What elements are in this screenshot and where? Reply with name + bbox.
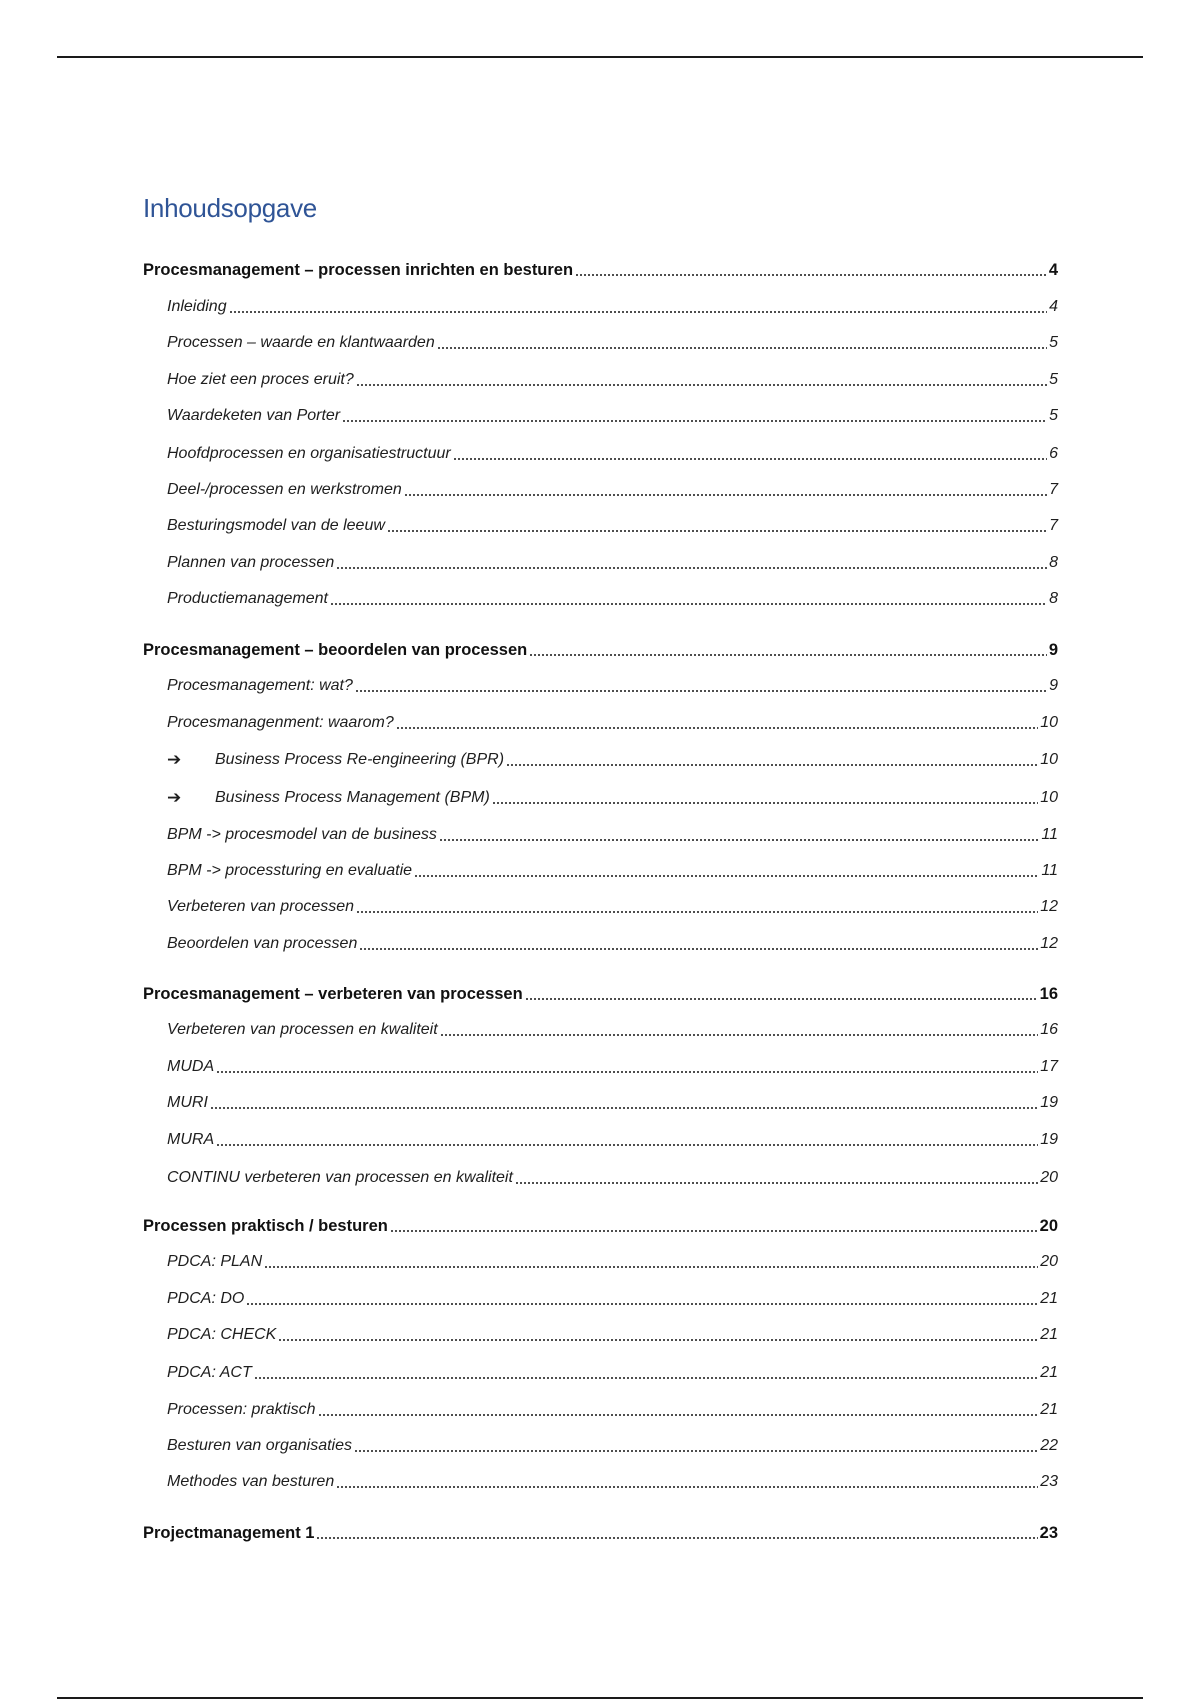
toc-entry-label: Besturingsmodel van de leeuw bbox=[167, 517, 385, 534]
toc-entry-page-number: 11 bbox=[1041, 826, 1058, 843]
toc-entry[interactable] bbox=[0, 857, 1200, 881]
toc-entry-label: PDCA: ACT bbox=[167, 1364, 252, 1381]
dot-leader bbox=[342, 420, 1047, 422]
dot-leader bbox=[229, 311, 1047, 313]
toc-entry-label: PDCA: PLAN bbox=[167, 1253, 263, 1270]
toc-entry-label: Projectmanagement 1 bbox=[143, 1524, 315, 1542]
toc-entry-page-number: 5 bbox=[1049, 371, 1058, 388]
toc-entry[interactable] bbox=[0, 293, 1200, 317]
toc-entry[interactable] bbox=[0, 784, 1200, 808]
toc-entry-label: MURA bbox=[167, 1131, 215, 1148]
arrow-right-icon: ➔ bbox=[167, 750, 182, 769]
toc-entry-page-number: 21 bbox=[1040, 1401, 1058, 1418]
toc-entry[interactable] bbox=[0, 930, 1200, 954]
dot-leader bbox=[575, 274, 1047, 276]
dot-leader bbox=[216, 1071, 1038, 1073]
toc-entry-label: Verbeteren van processen en kwaliteit bbox=[167, 1021, 438, 1038]
toc-entry-label: Processen: praktisch bbox=[167, 1401, 316, 1418]
toc-entry[interactable] bbox=[0, 1432, 1200, 1456]
toc-entry-page-number: 11 bbox=[1041, 862, 1058, 879]
toc-entry[interactable] bbox=[0, 1321, 1200, 1345]
toc-entry-label: Business Process Management (BPM) bbox=[215, 789, 490, 806]
toc-entry-page-number: 6 bbox=[1049, 445, 1058, 462]
toc-entry-page-number: 10 bbox=[1040, 714, 1058, 731]
toc-entry-page-number: 12 bbox=[1040, 935, 1058, 952]
dot-leader bbox=[356, 384, 1047, 386]
dot-leader bbox=[359, 948, 1038, 950]
toc-entry-label: Processen – waarde en klantwaarden bbox=[167, 334, 435, 351]
toc-entry-page-number: 23 bbox=[1039, 1524, 1058, 1542]
toc-entry-label: Plannen van processen bbox=[167, 554, 335, 571]
toc-entry[interactable] bbox=[0, 440, 1200, 464]
dot-leader bbox=[492, 802, 1038, 804]
toc-entry[interactable] bbox=[0, 746, 1200, 770]
dot-leader bbox=[336, 567, 1047, 569]
toc-entry[interactable] bbox=[0, 1396, 1200, 1420]
toc-entry-page-number: 4 bbox=[1049, 298, 1058, 315]
toc-entry[interactable] bbox=[0, 1468, 1200, 1492]
dot-leader bbox=[529, 654, 1047, 656]
toc-entry-label: Business Process Re-engineering (BPR) bbox=[215, 751, 505, 768]
toc-entry[interactable] bbox=[0, 402, 1200, 426]
dot-leader bbox=[356, 911, 1038, 913]
dot-leader bbox=[316, 1537, 1037, 1539]
dot-leader bbox=[440, 1034, 1039, 1036]
toc-entry-label: BPM -> procesmodel van de business bbox=[167, 826, 437, 843]
toc-entry-page-number: 5 bbox=[1049, 407, 1058, 424]
toc-entry[interactable] bbox=[0, 1164, 1200, 1188]
dot-leader bbox=[515, 1182, 1038, 1184]
dot-leader bbox=[336, 1486, 1038, 1488]
toc-entry-label: PDCA: CHECK bbox=[167, 1326, 277, 1343]
toc-entry-page-number: 5 bbox=[1049, 334, 1058, 351]
toc-entry-label: Processen praktisch / besturen bbox=[143, 1217, 388, 1235]
dot-leader bbox=[216, 1144, 1038, 1146]
toc-entry[interactable] bbox=[0, 1248, 1200, 1272]
toc-entry-page-number: 9 bbox=[1048, 641, 1058, 659]
dot-leader bbox=[439, 839, 1039, 841]
toc-entry-page-number: 20 bbox=[1039, 1217, 1058, 1235]
dot-leader bbox=[453, 458, 1047, 460]
toc-entry-page-number: 19 bbox=[1040, 1094, 1058, 1111]
toc-entry[interactable] bbox=[0, 549, 1200, 573]
toc-entry[interactable] bbox=[0, 476, 1200, 500]
toc-entry-label: Procesmanagement – beoordelen van processen bbox=[143, 641, 528, 659]
toc-entry-page-number: 22 bbox=[1040, 1437, 1058, 1454]
toc-entry[interactable] bbox=[0, 1359, 1200, 1383]
dot-leader bbox=[414, 875, 1039, 877]
toc-heading: Inhoudsopgave bbox=[143, 193, 317, 223]
toc-entry-page-number: 12 bbox=[1040, 898, 1058, 915]
toc-entry[interactable] bbox=[0, 1519, 1200, 1543]
toc-entry[interactable] bbox=[0, 636, 1200, 660]
toc-entry-page-number: 7 bbox=[1049, 517, 1058, 534]
arrow-right-icon: ➔ bbox=[167, 788, 182, 807]
toc-entry-label: MUDA bbox=[167, 1058, 215, 1075]
toc-entry-page-number: 8 bbox=[1049, 554, 1058, 571]
toc-entry-label: Besturen van organisaties bbox=[167, 1437, 352, 1454]
dot-leader bbox=[437, 347, 1047, 349]
toc-entry-label: Beoordelen van processen bbox=[167, 935, 358, 952]
dot-leader bbox=[506, 764, 1038, 766]
dot-leader bbox=[387, 530, 1047, 532]
toc-entry[interactable] bbox=[0, 512, 1200, 536]
toc-entry-label: Hoofdprocessen en organisatiestructuur bbox=[167, 445, 451, 462]
toc-entry-page-number: 16 bbox=[1039, 985, 1058, 1003]
dot-leader bbox=[355, 690, 1047, 692]
toc-entry-page-number: 16 bbox=[1040, 1021, 1058, 1038]
toc-entry-page-number: 8 bbox=[1049, 590, 1058, 607]
toc-entry-page-number: 17 bbox=[1040, 1058, 1058, 1075]
toc-entry-page-number: 20 bbox=[1040, 1169, 1058, 1186]
toc-entry-page-number: 4 bbox=[1048, 261, 1058, 279]
dot-leader bbox=[264, 1266, 1038, 1268]
toc-entry[interactable] bbox=[0, 1053, 1200, 1077]
toc-entry-page-number: 21 bbox=[1040, 1364, 1058, 1381]
dot-leader bbox=[390, 1230, 1038, 1232]
toc-entry-page-number: 20 bbox=[1040, 1253, 1058, 1270]
toc-entry-label: Hoe ziet een proces eruit? bbox=[167, 371, 354, 388]
toc-entry[interactable] bbox=[0, 585, 1200, 609]
toc-entry-label: Methodes van besturen bbox=[167, 1473, 335, 1490]
toc-entry-page-number: 10 bbox=[1040, 789, 1058, 806]
footer-rule bbox=[57, 1697, 1143, 1699]
toc-entry[interactable] bbox=[0, 672, 1200, 696]
toc-entry-label: Procesmanagement – processen inrichten en besturen bbox=[143, 261, 574, 279]
toc-entry-page-number: 10 bbox=[1040, 751, 1058, 768]
toc-entry[interactable] bbox=[0, 1126, 1200, 1150]
dot-leader bbox=[278, 1339, 1038, 1341]
toc-entry-label: Verbeteren van processen bbox=[167, 898, 355, 915]
toc-entry-page-number: 9 bbox=[1049, 677, 1058, 694]
dot-leader bbox=[354, 1450, 1038, 1452]
toc-entry-label: CONTINU verbeteren van processen en kwaliteit bbox=[167, 1169, 513, 1186]
toc-entry-label: Procesmanagenment: waarom? bbox=[167, 714, 394, 731]
toc-entry-label: Productiemanagement bbox=[167, 590, 328, 607]
toc-entry[interactable] bbox=[0, 1016, 1200, 1040]
toc-entry-page-number: 23 bbox=[1040, 1473, 1058, 1490]
dot-leader bbox=[330, 603, 1047, 605]
toc-entry-label: MURI bbox=[167, 1094, 208, 1111]
dot-leader bbox=[396, 727, 1038, 729]
toc-entry-label: BPM -> processturing en evaluatie bbox=[167, 862, 413, 879]
dot-leader bbox=[318, 1414, 1039, 1416]
toc-entry-page-number: 21 bbox=[1040, 1290, 1058, 1307]
toc-entry-label: Procesmanagement: wat? bbox=[167, 677, 353, 694]
toc-entry[interactable] bbox=[0, 709, 1200, 733]
toc-entry[interactable] bbox=[0, 1089, 1200, 1113]
toc-entry-page-number: 7 bbox=[1049, 481, 1058, 498]
dot-leader bbox=[246, 1303, 1038, 1305]
toc-entry-label: Procesmanagement – verbeteren van processen bbox=[143, 985, 523, 1003]
toc-entry-label: Waardeketen van Porter bbox=[167, 407, 341, 424]
toc-entry[interactable] bbox=[0, 1212, 1200, 1236]
toc-entry[interactable] bbox=[0, 1285, 1200, 1309]
toc-entry-page-number: 21 bbox=[1040, 1326, 1058, 1343]
dot-leader bbox=[404, 494, 1047, 496]
toc-entry[interactable] bbox=[0, 366, 1200, 390]
dot-leader bbox=[525, 998, 1038, 1000]
toc-entry[interactable] bbox=[0, 893, 1200, 917]
toc-entry[interactable] bbox=[0, 821, 1200, 845]
toc-entry-label: PDCA: DO bbox=[167, 1290, 245, 1307]
toc-entry-page-number: 19 bbox=[1040, 1131, 1058, 1148]
dot-leader bbox=[254, 1377, 1038, 1379]
dot-leader bbox=[210, 1107, 1038, 1109]
toc-entry[interactable] bbox=[0, 256, 1200, 280]
toc-entry-label: Deel-/processen en werkstromen bbox=[167, 481, 402, 498]
toc-entry-label: Inleiding bbox=[167, 298, 227, 315]
toc-entry[interactable] bbox=[0, 980, 1200, 1004]
toc-entry[interactable] bbox=[0, 329, 1200, 353]
